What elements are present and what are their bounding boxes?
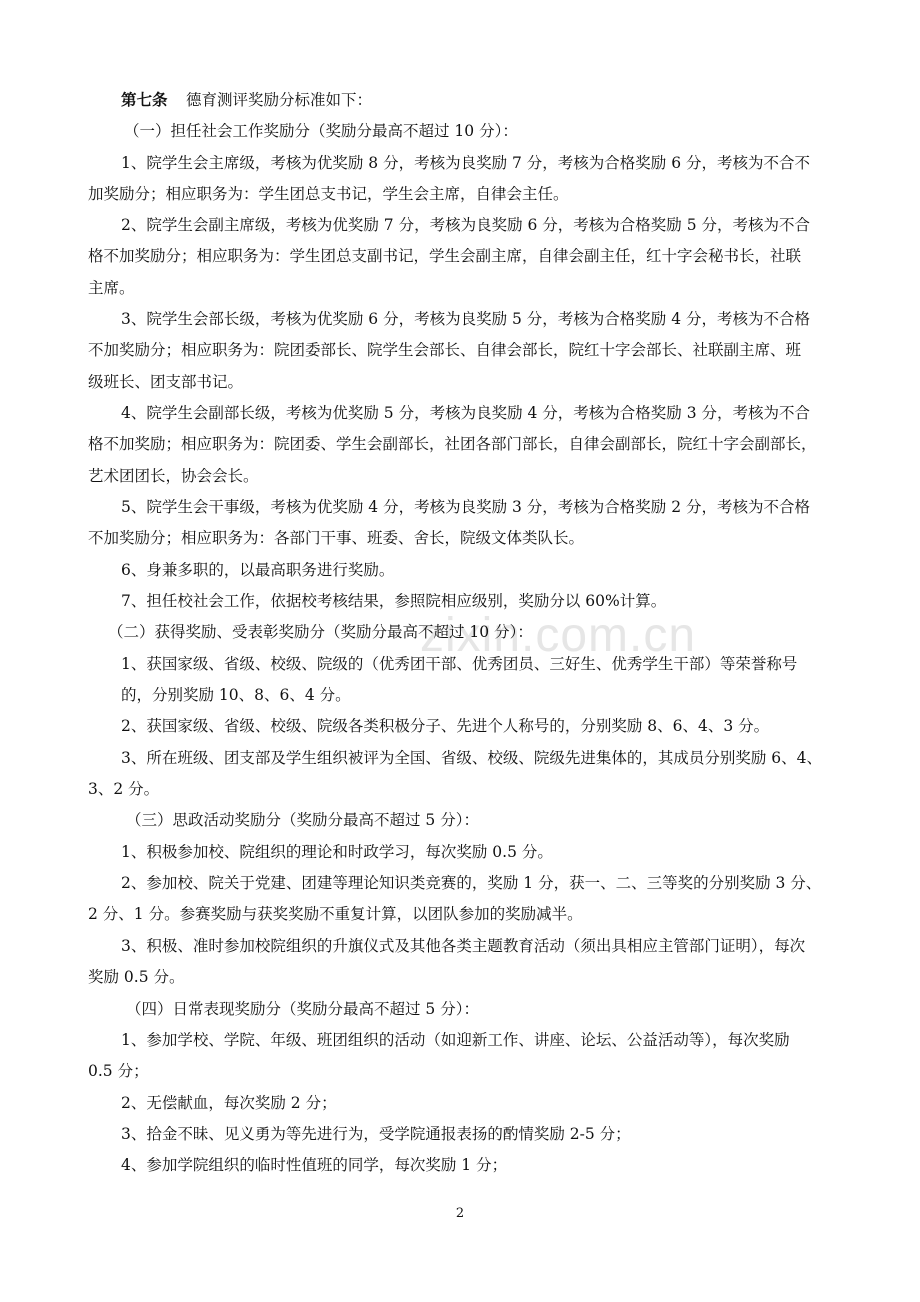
paragraph-line: 3、所在班级、团支部及学生组织被评为全国、省级、校级、院级先进集体的，其成员分别奖励 6、4、	[121, 749, 823, 767]
paragraph-line: 2 分、1 分。参赛奖励与获奖奖励不重复计算，以团队参加的奖励减半。	[88, 905, 583, 923]
paragraph-line: 2、参加校、院关于党建、团建等理论知识类竞赛的，奖励 1 分，获一、二、三等奖的分别奖励 3 分、	[121, 874, 822, 892]
paragraph-line: 5、院学生会干事级，考核为优奖励 4 分，考核为良奖励 3 分，考核为合格奖励 2 分，考核为不合格	[121, 498, 811, 516]
section-heading-1: （一）担任社会工作奖励分（奖励分最高不超过 10 分）：	[124, 122, 518, 140]
watermark: zixin.com.cn	[420, 609, 697, 662]
paragraph-line: 1、获国家级、省级、校级、院级的（优秀团干部、优秀团员、三好生、优秀学生干部）等荣誉称号	[121, 655, 798, 673]
page-number: 2	[455, 1206, 465, 1221]
paragraph-line: 2、院学生会副主席级，考核为优奖励 7 分，考核为良奖励 6 分，考核为合格奖励 5 分，考核为不合	[121, 216, 811, 234]
paragraph-line: 7、担任校社会工作，依据校考核结果，参照院相应级别，奖励分以 60%计算。	[121, 592, 667, 610]
paragraph-line: 1、积极参加校、院组织的理论和时政学习，每次奖励 0.5 分。	[121, 843, 553, 861]
paragraph-line: 3、拾金不昧、见义勇为等先进行为，受学院通报表扬的酌情奖励 2-5 分；	[121, 1125, 631, 1143]
paragraph-line: 3、积极、准时参加校院组织的升旗仪式及其他各类主题教育活动（须出具相应主管部门证明），每次	[121, 937, 806, 955]
paragraph-line: 格不加奖励分；相应职务为：学生团总支副书记，学生会副主席，自律会副主任，红十字会秘书长，社联	[88, 247, 802, 265]
paragraph-line: 4、院学生会副部长级，考核为优奖励 5 分，考核为良奖励 4 分，考核为合格奖励 3 分，考核为不合	[121, 404, 811, 422]
article-heading-line	[0, 85, 920, 115]
paragraph-line: 主席。	[88, 279, 135, 297]
paragraph-line: 6、身兼多职的，以最高职务进行奖励。	[121, 561, 395, 579]
section-heading-4: （四）日常表现奖励分（奖励分最高不超过 5 分）：	[126, 1000, 479, 1018]
paragraph-line: 2、获国家级、省级、校级、院级各类积极分子、先进个人称号的，分别奖励 8、6、4、3 分。	[121, 717, 770, 735]
paragraph-line: 3、院学生会部长级，考核为优奖励 6 分，考核为良奖励 5 分，考核为合格奖励 4 分，考核为不合格	[121, 310, 811, 328]
paragraph-line: 不加奖励分；相应职务为：各部门干事、班委、舍长，院级文体类队长。	[88, 529, 585, 547]
paragraph-line: 1、参加学校、学院、年级、班团组织的活动（如迎新工作、讲座、论坛、公益活动等），每次奖励	[121, 1031, 790, 1049]
paragraph-line: 2、无偿献血，每次奖励 2 分；	[121, 1094, 337, 1112]
paragraph-line: 1、院学生会主席级，考核为优奖励 8 分，考核为良奖励 7 分，考核为合格奖励 6 分，考核为不合不	[121, 154, 811, 172]
article-heading: 第七条	[121, 90, 168, 109]
article-intro: 德育测评奖励分标准如下：	[186, 91, 373, 109]
paragraph-line: 艺术团团长，协会会长。	[88, 467, 259, 485]
paragraph-line: 级班长、团支部书记。	[88, 373, 244, 391]
paragraph-line: 3、2 分。	[88, 780, 160, 798]
paragraph-line: 不加奖励分；相应职务为：院团委部长、院学生会部长、自律会部长，院红十字会部长、社联副主席、班	[88, 341, 802, 359]
paragraph-line: 奖励 0.5 分。	[88, 968, 185, 986]
paragraph-line: 4、参加学院组织的临时性值班的同学，每次奖励 1 分；	[121, 1156, 508, 1174]
paragraph-line: 加奖励分；相应职务为：学生团总支书记，学生会主席，自律会主任。	[88, 185, 569, 203]
paragraph-line: 0.5 分；	[88, 1062, 149, 1080]
paragraph-line: 的，分别奖励 10、8、6、4 分。	[121, 686, 351, 704]
section-heading-2: （二）获得奖励、受表彰奖励分（奖励分最高不超过 10 分）：	[108, 623, 533, 641]
paragraph-line: 格不加奖励；相应职务为：院团委、学生会副部长，社团各部门部长，自律会副部长，院红十字会副部长，	[88, 435, 817, 453]
section-heading-3: （三）思政活动奖励分（奖励分最高不超过 5 分）：	[126, 811, 479, 829]
